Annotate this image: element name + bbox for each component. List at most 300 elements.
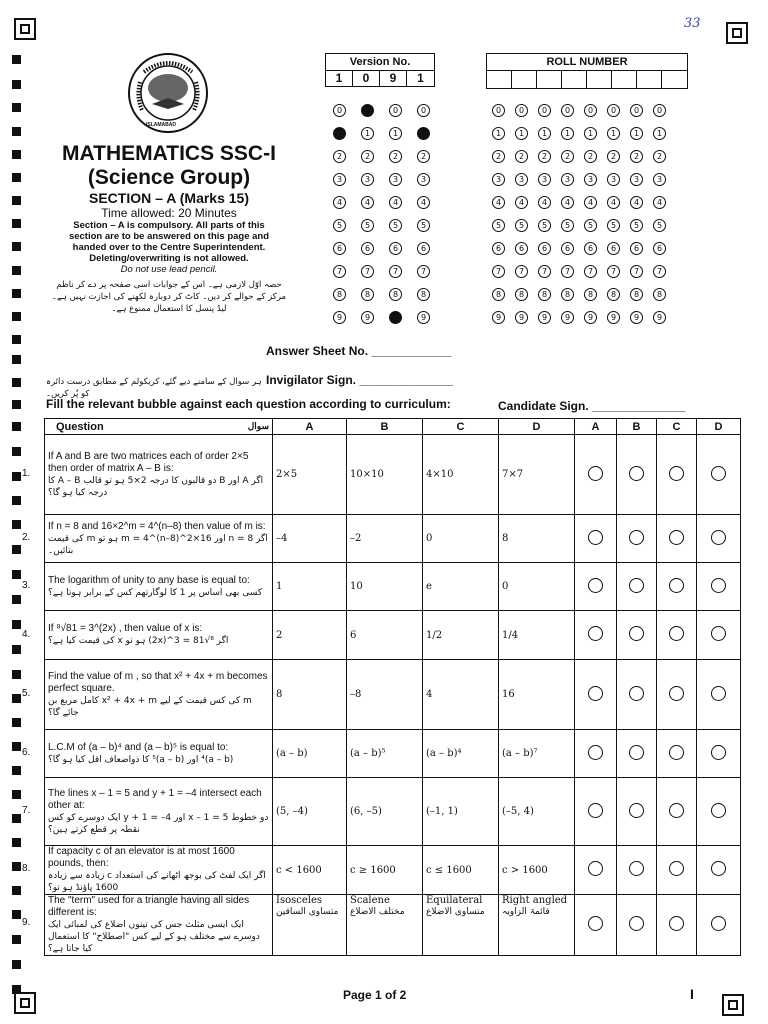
version-bubble[interactable]: 8: [417, 288, 430, 301]
registration-mark: [12, 127, 21, 136]
logo-city: ISLAMABAD: [146, 122, 176, 128]
roll-bubble[interactable]: 8: [561, 288, 574, 301]
question-urdu: m کی کس قیمت کے لیے x² + 4x + m کامل مربع بن جائے گا؟: [48, 695, 252, 718]
registration-mark: [12, 910, 21, 919]
option-b-cell: [347, 611, 423, 660]
roll-bubble[interactable]: 5: [561, 219, 574, 232]
option-b-cell: [347, 515, 423, 563]
version-digit: 0: [353, 70, 380, 86]
roll-bubble[interactable]: 3: [653, 173, 666, 186]
roll-bubble[interactable]: 6: [607, 242, 620, 255]
roll-bubble[interactable]: 3: [492, 173, 505, 186]
option-c-text: 1/2: [426, 629, 443, 641]
registration-mark: [12, 400, 21, 409]
answer-a-cell: [575, 563, 617, 611]
roll-bubble[interactable]: 6: [515, 242, 528, 255]
answer-bubble-b[interactable]: [629, 578, 644, 593]
answer-a-cell: [575, 895, 617, 956]
answer-bubble-c[interactable]: [669, 578, 684, 593]
answer-c-cell: [657, 846, 697, 895]
answer-b-cell: [617, 895, 657, 956]
roll-bubble[interactable]: 9: [584, 311, 597, 324]
roll-bubble[interactable]: 9: [538, 311, 551, 324]
option-c-text: c ≤ 1600: [426, 864, 472, 876]
question-table: [44, 418, 741, 956]
answer-bubble-c[interactable]: [669, 803, 684, 818]
roll-bubble[interactable]: 7: [584, 265, 597, 278]
version-bubble[interactable]: 0: [361, 104, 374, 117]
registration-mark: [12, 312, 21, 321]
lead-pencil-note: Do not use lead pencil.: [120, 264, 218, 275]
roll-bubble[interactable]: 7: [492, 265, 505, 278]
roll-bubble[interactable]: 8: [607, 288, 620, 301]
answer-bubble-b[interactable]: [629, 745, 644, 760]
roll-bubble[interactable]: 1: [561, 127, 574, 140]
version-bubble[interactable]: 0: [389, 104, 402, 117]
answer-bubble-b[interactable]: [629, 626, 644, 641]
roll-bubble[interactable]: 5: [630, 219, 643, 232]
roll-bubble[interactable]: 6: [538, 242, 551, 255]
option-c-cell: [423, 778, 499, 846]
registration-mark: [12, 985, 21, 994]
version-bubble[interactable]: 0: [417, 104, 430, 117]
question-row: [45, 515, 741, 563]
version-bubble[interactable]: 7: [361, 265, 374, 278]
option-c-cell: [423, 563, 499, 611]
registration-mark: [12, 422, 21, 431]
registration-mark: [12, 718, 21, 727]
roll-bubble[interactable]: 1: [492, 127, 505, 140]
answer-a-cell: [575, 435, 617, 515]
option-d-text: 0: [502, 581, 509, 592]
question-number: 3.: [22, 580, 31, 591]
version-bubble[interactable]: 8: [333, 288, 346, 301]
version-bubble[interactable]: 5: [333, 219, 346, 232]
option-b-text: –8: [350, 689, 362, 700]
answer-bubble-d[interactable]: [711, 626, 726, 641]
roll-bubble[interactable]: 3: [607, 173, 620, 186]
answer-bubble-c[interactable]: [669, 626, 684, 641]
answer-bubble-c[interactable]: [669, 745, 684, 760]
registration-mark: [12, 814, 21, 823]
roll-bubble[interactable]: 2: [515, 150, 528, 163]
roll-bubble[interactable]: 0: [653, 104, 666, 117]
version-bubble[interactable]: 3: [361, 173, 374, 186]
roll-bubble[interactable]: 2: [561, 150, 574, 163]
section-title: SECTION – A (Marks 15): [88, 190, 249, 206]
option-b-text: c ≥ 1600: [350, 864, 396, 876]
answer-sheet-number: Answer Sheet No. ____________: [266, 344, 452, 358]
option-c-text: (–1, 1): [426, 806, 458, 817]
answer-bubble-a[interactable]: [588, 686, 603, 701]
registration-mark: [12, 645, 21, 654]
version-bubble[interactable]: 3: [417, 173, 430, 186]
roll-bubble[interactable]: 9: [515, 311, 528, 324]
roll-bubble[interactable]: 2: [538, 150, 551, 163]
roll-bubble[interactable]: 5: [538, 219, 551, 232]
roll-bubble[interactable]: 9: [561, 311, 574, 324]
version-bubble[interactable]: 6: [333, 242, 346, 255]
roll-digit-box[interactable]: [537, 70, 562, 88]
version-bubble[interactable]: 2: [361, 150, 374, 163]
version-digit: 1: [326, 70, 353, 86]
question-cell: [45, 730, 273, 778]
roll-bubble[interactable]: 7: [538, 265, 551, 278]
roll-digit-box[interactable]: [612, 70, 637, 88]
roll-bubble[interactable]: 1: [630, 127, 643, 140]
option-a-text: 2×5: [276, 469, 298, 480]
question-urdu: اگر A اور B دو قالبوں کا درجہ 2×5 ہو تو قالب A – B کا درجہ کیا ہو گا؟: [48, 475, 264, 498]
registration-mark: [12, 55, 21, 64]
answer-c-cell: [657, 563, 697, 611]
registration-mark: [12, 694, 21, 703]
answer-b-cell: [617, 778, 657, 846]
version-bubble[interactable]: 5: [361, 219, 374, 232]
version-bubble[interactable]: 9: [361, 311, 374, 324]
roll-number-grid: [486, 53, 688, 89]
option-c-cell: [423, 846, 499, 895]
version-bubble[interactable]: 8: [389, 288, 402, 301]
registration-mark: [12, 219, 21, 228]
roll-bubble[interactable]: 4: [653, 196, 666, 209]
registration-mark: [12, 960, 21, 969]
answer-d-cell: [697, 660, 741, 730]
question-header-en: Question: [56, 420, 104, 433]
version-bubble[interactable]: 4: [417, 196, 430, 209]
handwritten-mark: 33: [684, 16, 701, 31]
option-a-header: A: [273, 419, 347, 435]
option-d-text: (a – b)⁷: [502, 748, 538, 759]
question-text: If A and B are two matrices each of order 2×5 then order of matrix A – B is:: [48, 450, 249, 474]
version-bubble[interactable]: 5: [389, 219, 402, 232]
option-a-urdu: متساوی الساقین: [276, 907, 339, 917]
roll-bubble[interactable]: 8: [515, 288, 528, 301]
answer-bubble-d[interactable]: [711, 916, 726, 931]
answer-bubble-a[interactable]: [588, 578, 603, 593]
roll-bubble[interactable]: 0: [584, 104, 597, 117]
registration-mark: [12, 447, 21, 456]
question-text: The "term" used for a triangle having all sides different is:: [48, 895, 250, 918]
answer-b-cell: [617, 435, 657, 515]
answer-c-cell: [657, 895, 697, 956]
roll-digit-box[interactable]: [662, 70, 687, 88]
roll-bubble[interactable]: 8: [630, 288, 643, 301]
roll-digit-box[interactable]: [487, 70, 512, 88]
roll-bubble[interactable]: 3: [538, 173, 551, 186]
version-bubble[interactable]: 4: [361, 196, 374, 209]
registration-mark: [12, 150, 21, 159]
version-bubble[interactable]: 8: [361, 288, 374, 301]
roll-bubble[interactable]: 2: [584, 150, 597, 163]
version-bubble[interactable]: 7: [389, 265, 402, 278]
question-row: [45, 660, 741, 730]
answer-bubble-b[interactable]: [629, 916, 644, 931]
roll-bubble[interactable]: 4: [492, 196, 505, 209]
roll-bubble[interactable]: 0: [492, 104, 505, 117]
answer-c-cell: [657, 778, 697, 846]
version-bubble[interactable]: 9: [389, 311, 402, 324]
option-d-cell: [499, 611, 575, 660]
version-bubble[interactable]: 9: [333, 311, 346, 324]
roll-bubble[interactable]: 8: [653, 288, 666, 301]
option-d-text: 8: [502, 533, 509, 544]
registration-mark: [12, 173, 21, 182]
question-text: The lines x – 1 = 5 and y + 1 = –4 intersect each other at:: [48, 787, 262, 811]
option-b-text: –2: [350, 533, 362, 544]
option-a-cell: [273, 515, 347, 563]
version-number-grid: [325, 53, 435, 87]
option-d-cell: [499, 778, 575, 846]
question-text: If n = 8 and 16×2^m = 4^(n–8) then value of m is:: [48, 520, 266, 532]
question-row: [45, 435, 741, 515]
roll-bubble[interactable]: 4: [607, 196, 620, 209]
registration-mark: [12, 472, 21, 481]
question-row: [45, 778, 741, 846]
option-a-text: (5, –4): [276, 806, 308, 817]
table-header-row: [45, 419, 741, 435]
version-bubble[interactable]: 7: [417, 265, 430, 278]
roll-bubble[interactable]: 0: [538, 104, 551, 117]
roll-bubble[interactable]: 6: [630, 242, 643, 255]
answer-bubble-b[interactable]: [629, 686, 644, 701]
version-bubble[interactable]: 4: [389, 196, 402, 209]
roll-bubble[interactable]: 8: [538, 288, 551, 301]
answer-bubble-d[interactable]: [711, 466, 726, 481]
roll-bubble[interactable]: 8: [492, 288, 505, 301]
version-bubble[interactable]: 1: [389, 127, 402, 140]
answer-bubble-d[interactable]: [711, 861, 726, 876]
roll-bubble[interactable]: 5: [653, 219, 666, 232]
version-bubble[interactable]: 1: [361, 127, 374, 140]
version-bubble[interactable]: 3: [333, 173, 346, 186]
roll-bubble[interactable]: 2: [630, 150, 643, 163]
roll-bubble[interactable]: 0: [515, 104, 528, 117]
version-bubble[interactable]: 2: [389, 150, 402, 163]
answer-bubble-b[interactable]: [629, 530, 644, 545]
registration-mark: [12, 766, 21, 775]
option-d-cell: [499, 515, 575, 563]
answer-b-cell: [617, 563, 657, 611]
answer-bubble-c[interactable]: [669, 686, 684, 701]
question-number: 2.: [22, 532, 31, 543]
answer-d-cell: [697, 895, 741, 956]
option-a-cell: [273, 435, 347, 515]
answer-bubble-a[interactable]: [588, 626, 603, 641]
answer-bubble-d[interactable]: [711, 803, 726, 818]
option-a-cell: [273, 660, 347, 730]
roll-bubble[interactable]: 6: [584, 242, 597, 255]
roll-bubble[interactable]: 1: [607, 127, 620, 140]
question-row: [45, 895, 741, 956]
roll-digit-box[interactable]: [562, 70, 587, 88]
roll-bubble[interactable]: 4: [584, 196, 597, 209]
answer-a-cell: [575, 660, 617, 730]
answer-bubble-c[interactable]: [669, 916, 684, 931]
version-bubble[interactable]: 4: [333, 196, 346, 209]
answer-bubble-a[interactable]: [588, 466, 603, 481]
option-d-text: 1/4: [502, 629, 519, 641]
answer-a-cell: [575, 778, 617, 846]
version-bubble[interactable]: 1: [417, 127, 430, 140]
option-c-text: Equilateral: [426, 895, 483, 906]
option-a-text: c < 1600: [276, 864, 322, 876]
answer-c-cell: [657, 435, 697, 515]
option-a-text: (a – b): [276, 748, 308, 759]
roll-bubble[interactable]: 9: [492, 311, 505, 324]
page-number: Page 1 of 2: [343, 988, 407, 1002]
question-cell: [45, 846, 273, 895]
roll-bubble[interactable]: 6: [653, 242, 666, 255]
roll-bubble[interactable]: 0: [607, 104, 620, 117]
version-bubble[interactable]: 6: [389, 242, 402, 255]
version-bubble[interactable]: 2: [333, 150, 346, 163]
option-b-cell: [347, 435, 423, 515]
version-bubble[interactable]: 6: [417, 242, 430, 255]
registration-mark: [12, 790, 21, 799]
answer-c-cell: [657, 611, 697, 660]
roll-bubble[interactable]: 3: [630, 173, 643, 186]
board-logo: [124, 52, 212, 134]
option-a-text: 2: [276, 629, 283, 641]
question-number: 9.: [22, 917, 31, 928]
answer-b-cell: [617, 730, 657, 778]
roll-bubble[interactable]: 4: [538, 196, 551, 209]
registration-mark: [12, 335, 21, 344]
version-digit: 1: [417, 71, 424, 85]
registration-mark: [12, 545, 21, 554]
answer-b-cell: [617, 515, 657, 563]
roll-bubble[interactable]: 9: [653, 311, 666, 324]
roll-bubble[interactable]: 1: [515, 127, 528, 140]
candidate-sign: Candidate Sign. ______________: [498, 399, 686, 413]
option-a-cell: [273, 563, 347, 611]
roll-bubble[interactable]: 7: [561, 265, 574, 278]
option-c-cell: [423, 660, 499, 730]
answer-bubble-d[interactable]: [711, 686, 726, 701]
registration-mark: [12, 862, 21, 871]
answer-bubble-c[interactable]: [669, 466, 684, 481]
roll-bubble[interactable]: 5: [515, 219, 528, 232]
roll-bubble[interactable]: 8: [584, 288, 597, 301]
option-b-cell: [347, 563, 423, 611]
question-number: 6.: [22, 747, 31, 758]
roll-bubble[interactable]: 9: [630, 311, 643, 324]
roll-bubble[interactable]: 3: [561, 173, 574, 186]
answer-bubble-a[interactable]: [588, 803, 603, 818]
version-bubble[interactable]: 2: [417, 150, 430, 163]
answer-bubble-b[interactable]: [629, 466, 644, 481]
roll-bubble[interactable]: 7: [515, 265, 528, 278]
answer-bubble-a[interactable]: [588, 861, 603, 876]
paper-title: MATHEMATICS SSC-I: [62, 142, 276, 165]
option-b-cell: [347, 895, 423, 956]
roll-bubble[interactable]: 2: [653, 150, 666, 163]
question-text: L.C.M of (a – b)⁴ and (a – b)⁵ is equal to:: [48, 741, 229, 753]
roll-bubble[interactable]: 7: [607, 265, 620, 278]
answer-bubble-d[interactable]: [711, 578, 726, 593]
answer-bubble-a[interactable]: [588, 530, 603, 545]
answer-b-header: B: [617, 419, 657, 435]
roll-bubble[interactable]: 5: [584, 219, 597, 232]
registration-mark: [12, 378, 21, 387]
answer-bubble-c[interactable]: [669, 530, 684, 545]
option-d-text: Right angled: [502, 895, 568, 906]
roll-bubble[interactable]: 0: [630, 104, 643, 117]
roll-bubble[interactable]: 1: [584, 127, 597, 140]
version-bubble[interactable]: 0: [333, 104, 346, 117]
option-c-cell: [423, 730, 499, 778]
option-d-cell: [499, 895, 575, 956]
roll-digit-box[interactable]: [512, 70, 537, 88]
version-bubble[interactable]: 5: [417, 219, 430, 232]
answer-bubble-d[interactable]: [711, 745, 726, 760]
option-c-text: (a – b)⁴: [426, 748, 462, 759]
registration-mark: [12, 935, 21, 944]
roll-bubble[interactable]: 9: [607, 311, 620, 324]
option-a-text: Isosceles: [276, 895, 323, 906]
footer-mark: I: [690, 986, 694, 1002]
answer-d-cell: [697, 730, 741, 778]
roll-bubble[interactable]: 4: [630, 196, 643, 209]
answer-bubble-b[interactable]: [629, 861, 644, 876]
answer-bubble-a[interactable]: [588, 916, 603, 931]
registration-mark: [12, 886, 21, 895]
version-bubble[interactable]: 9: [417, 311, 430, 324]
registration-mark: [12, 742, 21, 751]
answer-bubble-b[interactable]: [629, 803, 644, 818]
answer-bubble-d[interactable]: [711, 530, 726, 545]
roll-digit-box[interactable]: [637, 70, 662, 88]
roll-bubble[interactable]: 6: [561, 242, 574, 255]
roll-bubble[interactable]: 6: [492, 242, 505, 255]
version-bubble[interactable]: 7: [333, 265, 346, 278]
option-c-cell: [423, 611, 499, 660]
roll-bubble[interactable]: 3: [515, 173, 528, 186]
roll-bubble[interactable]: 3: [584, 173, 597, 186]
answer-b-cell: [617, 846, 657, 895]
version-bubble[interactable]: 3: [389, 173, 402, 186]
answer-bubble-a[interactable]: [588, 745, 603, 760]
answer-bubble-c[interactable]: [669, 861, 684, 876]
roll-bubble[interactable]: 4: [515, 196, 528, 209]
roll-bubble[interactable]: 2: [492, 150, 505, 163]
question-urdu: اگر n = 8 اور 16×2^m = 4^(n–8) ہو تو m کی قیمت بتائیں۔: [48, 533, 268, 556]
roll-bubble[interactable]: 5: [607, 219, 620, 232]
answer-a-cell: [575, 611, 617, 660]
roll-bubble[interactable]: 4: [561, 196, 574, 209]
roll-bubble[interactable]: 2: [607, 150, 620, 163]
roll-digit-box[interactable]: [587, 70, 612, 88]
question-cell: [45, 435, 273, 515]
question-urdu: اگر ⁸√81 = 3^(2x) ہو تو x کی قیمت کیا ہے؟: [48, 636, 229, 646]
version-bubble[interactable]: 1: [333, 127, 346, 140]
corner-marker-bottom-left: [14, 992, 36, 1014]
corner-marker-top-right: [726, 22, 748, 44]
roll-bubble[interactable]: 1: [653, 127, 666, 140]
version-bubble[interactable]: 6: [361, 242, 374, 255]
option-c-text: 4: [426, 689, 433, 700]
roll-bubble[interactable]: 1: [538, 127, 551, 140]
answer-c-cell: [657, 660, 697, 730]
roll-bubble[interactable]: 7: [653, 265, 666, 278]
option-d-text: 7×7: [502, 469, 524, 480]
registration-mark: [12, 266, 21, 275]
answer-d-cell: [697, 435, 741, 515]
roll-bubble[interactable]: 5: [492, 219, 505, 232]
option-c-cell: [423, 515, 499, 563]
roll-bubble[interactable]: 7: [630, 265, 643, 278]
roll-bubble[interactable]: 0: [561, 104, 574, 117]
